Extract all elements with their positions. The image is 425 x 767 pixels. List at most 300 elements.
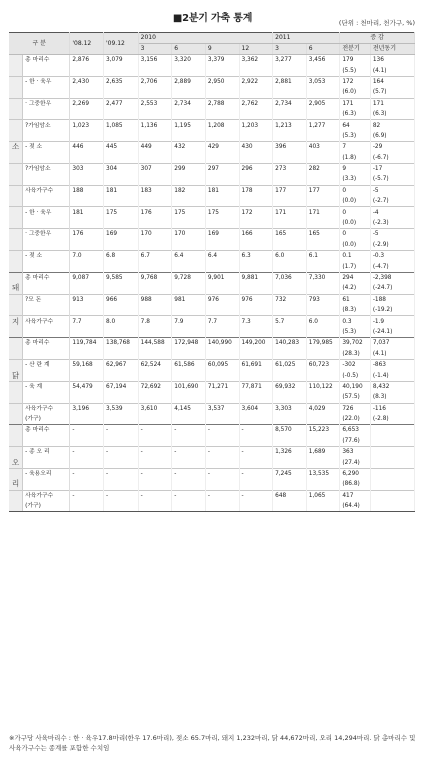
table-cell (172, 501, 206, 512)
header-2008-12: '08.12 (70, 33, 104, 55)
table-row (9, 316, 415, 327)
table-cell: 179 (340, 55, 370, 66)
table-cell: 69,932 (273, 381, 307, 392)
table-row (9, 229, 415, 240)
table-cell (172, 196, 206, 207)
header-change: 증 감 (340, 33, 415, 44)
table-cell: 67,194 (104, 381, 139, 392)
row-label: - 육 계 (23, 381, 70, 392)
table-cell (172, 457, 206, 468)
table-cell: - (172, 490, 206, 501)
table-cell (306, 196, 340, 207)
table-cell: 9,768 (138, 272, 172, 283)
table-cell (239, 501, 273, 512)
table-cell: 176 (138, 207, 172, 218)
table-cell (205, 261, 239, 272)
table-row (9, 283, 415, 294)
table-cell (70, 109, 104, 120)
table-cell: -188 (370, 294, 414, 305)
table-cell: - (205, 490, 239, 501)
table-cell: (27.4) (340, 457, 370, 468)
row-label (23, 87, 70, 98)
group-label (9, 327, 23, 338)
table-cell: 1,203 (239, 120, 273, 131)
table-cell: 1,213 (273, 120, 307, 131)
table-row (9, 261, 415, 272)
row-label: 사육가구수 (23, 403, 70, 414)
table-cell: (6.0) (340, 87, 370, 98)
table-cell (306, 261, 340, 272)
group-label (9, 251, 23, 262)
table-cell: 101,690 (172, 381, 206, 392)
table-cell (138, 240, 172, 251)
table-cell: 304 (104, 163, 139, 174)
table-cell: 307 (138, 163, 172, 174)
table-cell (104, 501, 139, 512)
row-label (23, 349, 70, 360)
table-cell (306, 65, 340, 76)
table-cell (138, 261, 172, 272)
table-cell: 429 (205, 142, 239, 153)
table-cell (172, 436, 206, 447)
table-row (9, 87, 415, 98)
table-cell: (-19.2) (370, 305, 414, 316)
table-cell: 9,087 (70, 272, 104, 283)
row-label (23, 174, 70, 185)
table-cell: 6.4 (205, 251, 239, 262)
table-cell: - (70, 490, 104, 501)
table-row (9, 403, 415, 414)
table-cell: - (172, 468, 206, 479)
table-cell: (77.6) (340, 436, 370, 447)
table-cell: 2,734 (172, 98, 206, 109)
table-cell: 136 (370, 55, 414, 66)
table-cell: 732 (273, 294, 307, 305)
table-cell (70, 283, 104, 294)
table-cell (239, 457, 273, 468)
table-row (9, 338, 415, 349)
table-cell (273, 261, 307, 272)
table-cell (104, 153, 139, 164)
row-label (23, 479, 70, 490)
table-cell: 2,706 (138, 76, 172, 87)
table-cell: 2,905 (306, 98, 340, 109)
table-cell: (1.8) (340, 153, 370, 164)
table-cell: (-2.3) (370, 218, 414, 229)
table-cell: 3,539 (104, 403, 139, 414)
document-title: ■2분기 가축 통계 (172, 13, 253, 24)
table-cell: 13,535 (306, 468, 340, 479)
table-cell: (4.2) (340, 283, 370, 294)
table-cell (205, 501, 239, 512)
table-cell (138, 65, 172, 76)
row-label (23, 109, 70, 120)
table-cell: (0.0) (340, 196, 370, 207)
table-cell (306, 392, 340, 403)
table-cell (205, 436, 239, 447)
group-label: 소 (9, 142, 23, 153)
table-cell: 2,477 (104, 98, 139, 109)
table-cell: 172 (239, 207, 273, 218)
table-cell (205, 479, 239, 490)
table-cell: 2,269 (70, 98, 104, 109)
row-label: - 한 · 육우 (23, 76, 70, 87)
table-cell (172, 87, 206, 98)
table-cell (172, 65, 206, 76)
table-cell (239, 174, 273, 185)
table-cell: 449 (138, 142, 172, 153)
table-cell: -116 (370, 403, 414, 414)
table-row (9, 490, 415, 501)
table-cell: 2,734 (273, 98, 307, 109)
table-cell: (28.3) (340, 349, 370, 360)
table-cell (138, 414, 172, 425)
table-cell: - (239, 490, 273, 501)
header-2010-3: 3 (138, 44, 172, 55)
table-cell: (5.5) (340, 65, 370, 76)
header-2010-12: 12 (239, 44, 273, 55)
table-cell (239, 131, 273, 142)
table-cell (138, 501, 172, 512)
table-cell: 7.0 (70, 251, 104, 262)
table-cell: 72,692 (138, 381, 172, 392)
table-cell (306, 457, 340, 468)
row-label (23, 153, 70, 164)
table-cell (104, 240, 139, 251)
table-cell: (-2.8) (370, 414, 414, 425)
table-cell: 149,200 (239, 338, 273, 349)
table-cell: 1,689 (306, 447, 340, 458)
table-cell: 6.8 (104, 251, 139, 262)
table-cell (70, 479, 104, 490)
table-cell: 8,432 (370, 381, 414, 392)
table-cell (370, 501, 414, 512)
group-label (9, 240, 23, 251)
table-cell: 988 (138, 294, 172, 305)
row-label: 사육가구수 (23, 316, 70, 327)
table-cell: 82 (370, 120, 414, 131)
table-cell (306, 370, 340, 381)
table-row (9, 457, 415, 468)
table-cell: 363 (340, 447, 370, 458)
table-cell: 171 (370, 98, 414, 109)
table-cell (306, 414, 340, 425)
table-row (9, 109, 415, 120)
group-label (9, 109, 23, 120)
group-label (9, 294, 23, 305)
table-cell: 2,635 (104, 76, 139, 87)
table-cell: 966 (104, 294, 139, 305)
table-row (9, 55, 415, 66)
table-cell: 7.7 (70, 316, 104, 327)
table-cell: -17 (370, 163, 414, 174)
table-cell (104, 218, 139, 229)
table-cell: 140,283 (273, 338, 307, 349)
table-cell (138, 131, 172, 142)
table-cell: 7 (340, 142, 370, 153)
table-cell: (6.3) (340, 109, 370, 120)
header-2011: 2011 (273, 33, 340, 44)
table-cell (273, 153, 307, 164)
table-cell (273, 414, 307, 425)
table-cell (273, 283, 307, 294)
table-cell: 138,768 (104, 338, 139, 349)
table-cell (138, 327, 172, 338)
table-cell: 15,223 (306, 425, 340, 436)
table-cell (104, 392, 139, 403)
table-cell (306, 109, 340, 120)
table-cell: 976 (205, 294, 239, 305)
table-cell: (6.9) (370, 131, 414, 142)
table-cell (239, 436, 273, 447)
table-cell: 3,362 (239, 55, 273, 66)
table-cell: 8.0 (104, 316, 139, 327)
group-label (9, 163, 23, 174)
header-prev-year: 전년동기 (370, 44, 414, 55)
table-cell (239, 218, 273, 229)
table-cell: 170 (172, 229, 206, 240)
table-cell: 7.9 (172, 316, 206, 327)
table-cell (104, 414, 139, 425)
table-row (9, 65, 415, 76)
row-label: - 종 오 리 (23, 447, 70, 458)
table-cell: 3,303 (273, 403, 307, 414)
table-cell (273, 174, 307, 185)
row-label: - 육용오리 (23, 468, 70, 479)
table-cell: 9,585 (104, 272, 139, 283)
table-cell (138, 196, 172, 207)
table-cell (70, 501, 104, 512)
row-label (23, 370, 70, 381)
table-cell (172, 261, 206, 272)
row-label (23, 65, 70, 76)
group-label (9, 76, 23, 87)
table-cell (138, 283, 172, 294)
table-cell (138, 218, 172, 229)
group-label (9, 261, 23, 272)
table-cell: 4,029 (306, 403, 340, 414)
table-cell (138, 305, 172, 316)
table-row (9, 76, 415, 87)
table-cell: 294 (340, 272, 370, 283)
table-cell: 3,196 (70, 403, 104, 414)
table-cell: 4,145 (172, 403, 206, 414)
table-cell (205, 153, 239, 164)
table-cell: 3,610 (138, 403, 172, 414)
table-cell: 1,065 (306, 490, 340, 501)
table-cell (104, 457, 139, 468)
table-cell (306, 349, 340, 360)
table-cell: - (205, 447, 239, 458)
table-row (9, 272, 415, 283)
table-cell: (6.3) (370, 109, 414, 120)
table-cell (70, 327, 104, 338)
table-cell: -1.9 (370, 316, 414, 327)
table-cell (205, 87, 239, 98)
header-2011-6: 6 (306, 44, 340, 55)
row-label: ?가임암소 (23, 163, 70, 174)
table-cell: (-24.1) (370, 327, 414, 338)
table-cell: - (138, 468, 172, 479)
table-cell (273, 87, 307, 98)
table-cell: (22.0) (340, 414, 370, 425)
table-cell: 181 (104, 185, 139, 196)
table-cell: 9 (340, 163, 370, 174)
table-row (9, 131, 415, 142)
table-cell (205, 109, 239, 120)
table-cell: 3,277 (273, 55, 307, 66)
table-cell: 7,037 (370, 338, 414, 349)
table-cell: 171 (306, 207, 340, 218)
table-cell (273, 392, 307, 403)
group-label (9, 490, 23, 501)
table-cell (306, 174, 340, 185)
table-row (9, 294, 415, 305)
table-cell: 60,095 (205, 359, 239, 370)
table-cell (104, 109, 139, 120)
group-label (9, 501, 23, 512)
table-cell (239, 153, 273, 164)
table-row (9, 153, 415, 164)
table-cell: 403 (306, 142, 340, 153)
table-cell (138, 392, 172, 403)
table-cell: 396 (273, 142, 307, 153)
table-cell (306, 87, 340, 98)
table-cell: - (104, 447, 139, 458)
group-label (9, 87, 23, 98)
table-cell (138, 457, 172, 468)
table-cell: (-5.7) (370, 174, 414, 185)
table-cell: 8,570 (273, 425, 307, 436)
table-cell: 165 (273, 229, 307, 240)
table-cell: 169 (104, 229, 139, 240)
table-cell: 6.3 (239, 251, 273, 262)
table-cell (273, 349, 307, 360)
table-cell (172, 327, 206, 338)
table-cell: 3,379 (205, 55, 239, 66)
table-cell (239, 283, 273, 294)
table-row (9, 196, 415, 207)
table-cell (239, 370, 273, 381)
table-cell (172, 283, 206, 294)
table-cell (239, 196, 273, 207)
table-cell: - (239, 425, 273, 436)
table-cell: - (138, 447, 172, 458)
table-cell (104, 349, 139, 360)
table-cell: 177 (306, 185, 340, 196)
table-cell: 61,025 (273, 359, 307, 370)
table-row (9, 370, 415, 381)
header-2011-3: 3 (273, 44, 307, 55)
livestock-table (9, 32, 415, 512)
row-label: ?모 돈 (23, 294, 70, 305)
header-2010: 2010 (138, 33, 272, 44)
table-cell (205, 131, 239, 142)
table-cell (273, 370, 307, 381)
row-label (23, 261, 70, 272)
table-cell (70, 87, 104, 98)
table-cell: 648 (273, 490, 307, 501)
table-cell: 140,990 (205, 338, 239, 349)
group-label (9, 349, 23, 360)
table-cell (370, 457, 414, 468)
header-2009-12: '09.12 (104, 33, 139, 55)
group-label (9, 468, 23, 479)
group-label (9, 131, 23, 142)
table-cell (172, 174, 206, 185)
table-cell (172, 218, 206, 229)
table-cell: -5 (370, 229, 414, 240)
group-label (9, 55, 23, 66)
table-row (9, 479, 415, 490)
table-cell: 62,967 (104, 359, 139, 370)
group-label (9, 207, 23, 218)
table-cell: 1,208 (205, 120, 239, 131)
table-row (9, 349, 415, 360)
row-label (23, 327, 70, 338)
table-row (9, 468, 415, 479)
table-cell (306, 305, 340, 316)
table-cell: - (70, 447, 104, 458)
table-cell: (-1.4) (370, 370, 414, 381)
table-row (9, 327, 415, 338)
group-label (9, 196, 23, 207)
header-2010-6: 6 (172, 44, 206, 55)
table-row (9, 359, 415, 370)
table-cell: 296 (239, 163, 273, 174)
table-cell: 144,588 (138, 338, 172, 349)
group-label (9, 185, 23, 196)
table-cell: 175 (104, 207, 139, 218)
group-label (9, 425, 23, 436)
table-row (9, 305, 415, 316)
table-cell (306, 327, 340, 338)
table-cell (138, 174, 172, 185)
table-cell: 175 (205, 207, 239, 218)
table-cell: 6.1 (306, 251, 340, 262)
table-row (9, 207, 415, 218)
table-cell: 9,881 (239, 272, 273, 283)
table-cell: (86.8) (340, 479, 370, 490)
table-cell (239, 65, 273, 76)
group-label (9, 218, 23, 229)
table-cell: 9,728 (172, 272, 206, 283)
table-cell: 183 (138, 185, 172, 196)
group-label (9, 229, 23, 240)
table-cell (205, 240, 239, 251)
table-cell: 7,036 (273, 272, 307, 283)
table-cell (306, 218, 340, 229)
table-row (9, 501, 415, 512)
table-cell: 3,079 (104, 55, 139, 66)
table-cell: 2,876 (70, 55, 104, 66)
table-cell: 9,901 (205, 272, 239, 283)
table-cell (205, 349, 239, 360)
table-cell: 6.7 (138, 251, 172, 262)
table-cell: 40,190 (340, 381, 370, 392)
table-cell: 172 (340, 76, 370, 87)
table-cell (70, 65, 104, 76)
table-cell: 2,430 (70, 76, 104, 87)
table-cell (104, 305, 139, 316)
table-cell (104, 479, 139, 490)
group-label: 돼 (9, 283, 23, 294)
table-cell: 273 (273, 163, 307, 174)
table-cell (273, 436, 307, 447)
table-cell: - (205, 425, 239, 436)
table-cell (273, 479, 307, 490)
table-cell (273, 109, 307, 120)
